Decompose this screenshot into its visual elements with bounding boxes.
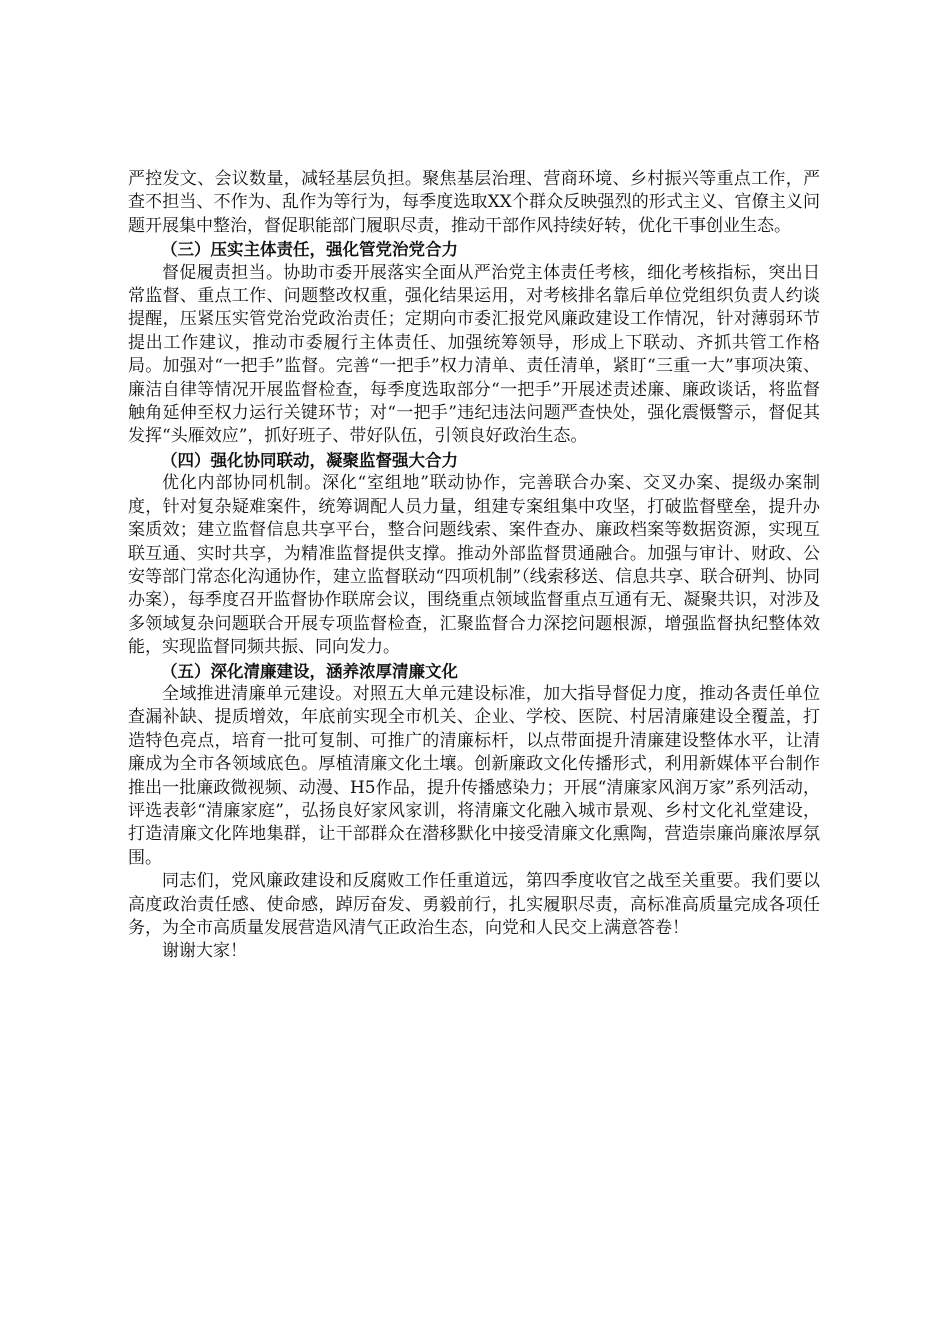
section-heading-4: （四）强化协同联动，凝聚监督强大合力 <box>161 450 458 470</box>
paragraph-continued: 严控发文、会议数量，减轻基层负担。聚焦基层治理、营商环境、乡村振兴等重点工作，严查不担当、不作为、乱作为等行为，每季度选取XX个群众反映强烈的形式主义、官僚主义问题开展集中整治，督促职能部门履职尽责，推动干部作风持续好转，优化干事创业生态。 <box>128 169 820 236</box>
paragraph-section-5: 全域推进清廉单元建设。对照五大单元建设标准，加大指导督促力度，推动各责任单位查漏补缺、提质增效，年底前实现全市机关、企业、学校、医院、村居清廉建设全覆盖，打造特色亮点，培育一批可复制、可推广的清廉标杆，以点带面提升清廉建设整体水平，让清廉成为全市各领域底色。厚植清廉文化土壤。创新廉政文化传播形式，利用新媒体平台制作推出一批廉政微视频、动漫、H5作品，提升传播感染力；开展“清廉家风润万家”系列活动，评选表彰“清廉家庭”，弘扬良好家风家训，将清廉文化融入城市景观、乡村文化礼堂建设，打造清廉文化阵地集群，让干部群众在潜移默化中接受清廉文化熏陶，营造崇廉尚廉浓厚氛围。 <box>128 683 820 868</box>
section-heading-3: （三）压实主体责任，强化管党治党合力 <box>161 240 458 260</box>
paragraph-section-4: 优化内部协同机制。深化“室组地”联动协作，完善联合办案、交叉办案、提级办案制度，针对复杂疑难案件，统筹调配人员力量，组建专案组集中攻坚，打破监督壁垒，提升办案质效；建立监督信息共享平台，整合问题线索、案件查办、廉政档案等数据资源，实现互联互通、实时共享，为精准监督提供支撑。推动外部监督贯通融合。加强与审计、财政、公安等部门常态化沟通协作，建立监督联动“四项机制”（线索移送、信息共享、联合研判、协同办案），每季度召开监督协作联席会议，围绕重点领域监督重点互通有无、凝聚共识，对涉及多领域复杂问题联合开展专项监督检查，汇聚监督合力深挖问题根源，增强监督执纪整体效能，实现监督同频共振、同向发力。 <box>128 473 820 658</box>
paragraph-closing: 同志们，党风廉政建设和反腐败工作任重道远，第四季度收官之战至关重要。我们要以高度政治责任感、使命感，踔厉奋发、勇毅前行，扎实履职尽责，高标准高质量完成各项任务，为全市高质量发展营造风清气正政治生态，向党和人民交上满意答卷！ <box>128 871 820 938</box>
document-page <box>128 168 820 964</box>
paragraph-thanks: 谢谢大家！ <box>162 941 247 962</box>
paragraph-section-3: 督促履责担当。协助市委开展落实全面从严治党主体责任考核，细化考核指标，突出日常监督、重点工作、问题整改权重，强化结果运用，对考核排名靠后单位党组织负责人约谈提醒，压紧压实管党治党政治责任；定期向市委汇报党风廉政建设工作情况，针对薄弱环节提出工作建议，推动市委履行主体责任、加强统筹领导，形成上下联动、齐抓共管工作格局。加强对“一把手”监督。完善“一把手”权力清单、责任清单，紧盯“三重一大”事项决策、廉洁自律等情况开展监督检查，每季度选取部分“一把手”开展述责述廉、廉政谈话，将监督触角延伸至权力运行关键环节；对“一把手”违纪违法问题严查快处，强化震慑警示，督促其发挥“头雁效应”，抓好班子、带好队伍，引领良好政治生态。 <box>128 262 820 447</box>
section-heading-5: （五）深化清廉建设，涵养浓厚清廉文化 <box>161 661 458 681</box>
